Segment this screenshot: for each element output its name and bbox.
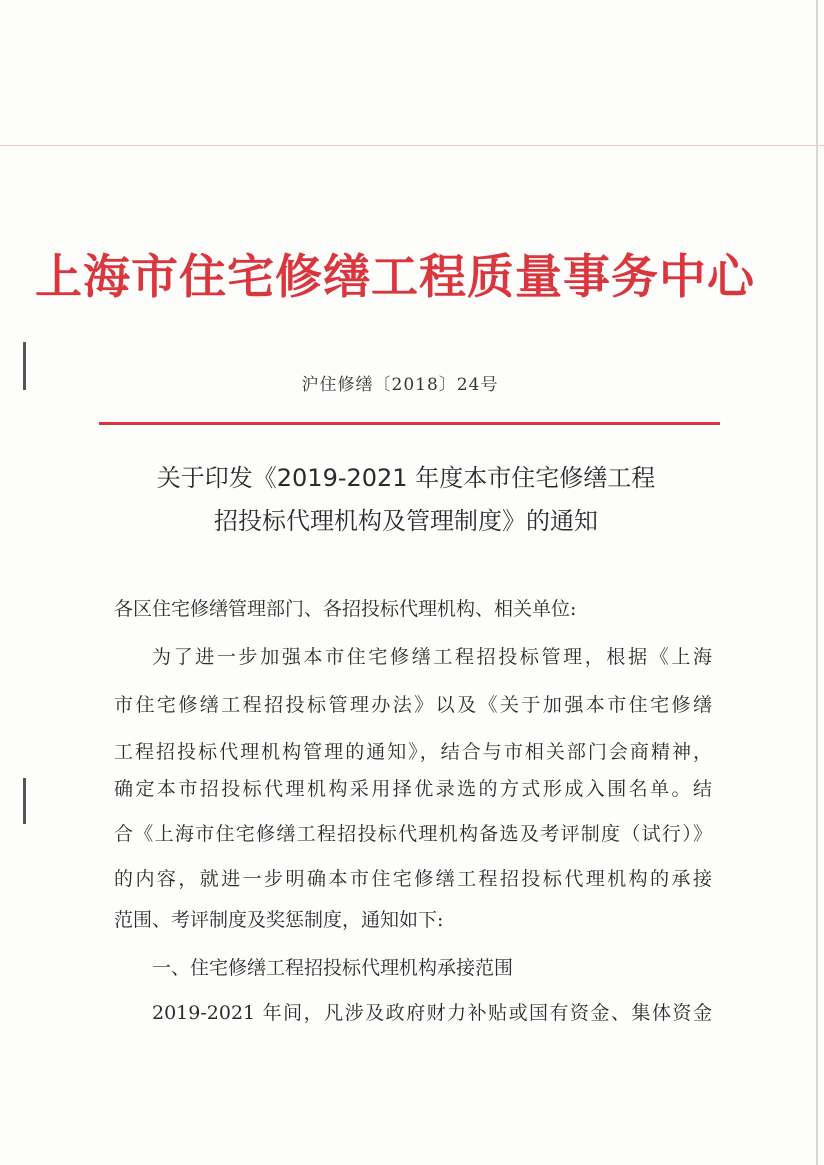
red-divider: [99, 422, 720, 425]
paragraph-line: 市住宅修缮工程招投标管理办法》以及《关于加强本市住宅修缮: [114, 694, 712, 716]
paragraph-line: 2019-2021 年间，凡涉及政府财力补贴或国有资金、集体资金: [152, 1002, 712, 1024]
section-heading: 一、住宅修缮工程招投标代理机构承接范围: [152, 957, 514, 979]
paragraph-line: 的内容，就进一步明确本市住宅修缮工程招投标代理机构的承接: [114, 868, 712, 890]
binding-mark: [23, 778, 26, 824]
paragraph-line: 范围、考评制度及奖惩制度，通知如下:: [114, 909, 444, 931]
paragraph-line: 确定本市招投标代理机构采用择优录选的方式形成入围名单。结: [114, 778, 712, 800]
salutation: 各区住宅修缮管理部门、各招投标代理机构、相关单位:: [114, 598, 577, 620]
notice-title-line-2: 招投标代理机构及管理制度》的通知: [214, 507, 598, 535]
paragraph-line: 合《上海市住宅修缮工程招投标代理机构备选及考评制度（试行）》: [114, 823, 712, 845]
scan-line: [0, 145, 824, 146]
notice-title-line-1: 关于印发《2019-2021 年度本市住宅修缮工程: [156, 464, 656, 492]
paragraph-line: 为了进一步加强本市住宅修缮工程招投标管理，根据《上海: [152, 646, 712, 668]
scan-edge: [816, 0, 818, 1165]
document-number: 沪住修缮〔2018〕24号: [301, 375, 499, 395]
paragraph-line: 工程招投标代理机构管理的通知》，结合与市相关部门会商精神，: [114, 741, 712, 763]
organization-title: 上海市住宅修缮工程质量事务中心: [35, 250, 755, 305]
